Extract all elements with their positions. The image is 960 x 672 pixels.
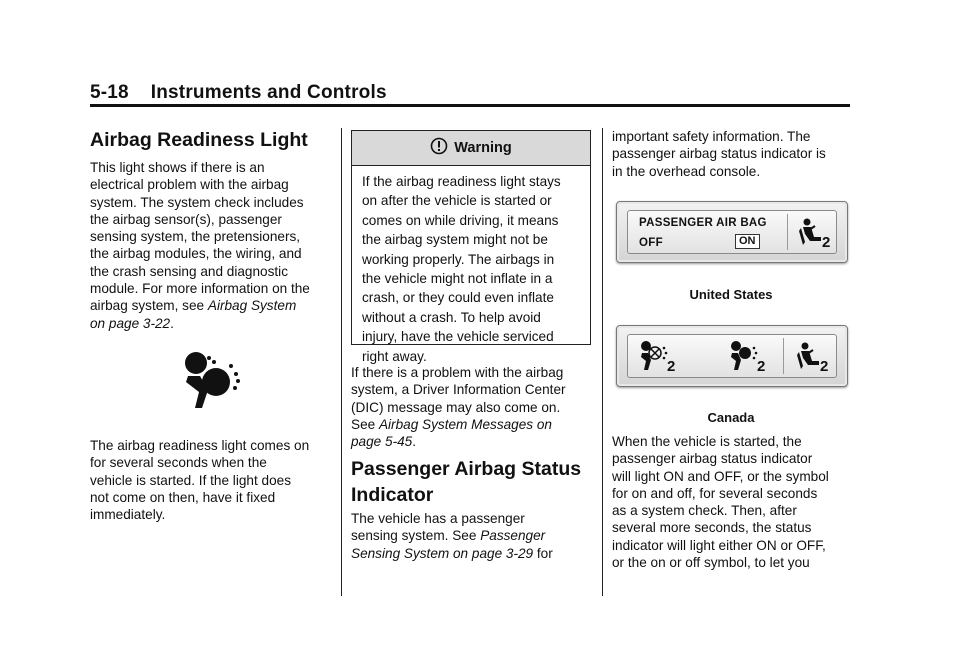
- canada-status-indicator-panel: [616, 325, 848, 387]
- text-line: passenger airbag status indicator is: [612, 146, 826, 162]
- section-heading-passenger-airbag-status: [351, 456, 601, 508]
- panel-divider: [783, 338, 784, 374]
- warning-header: [352, 131, 590, 166]
- punctuation: .: [412, 434, 417, 450]
- column-divider: [341, 128, 342, 596]
- text-line: the airbag modules, the wiring, and: [90, 246, 302, 262]
- text-line: vehicle is started. If the light does: [90, 472, 291, 488]
- page-header: [90, 82, 850, 106]
- header-rule: [90, 104, 850, 107]
- cross-reference-link[interactable]: Sensing System on page 3-29: [351, 545, 534, 561]
- text-line: working properly. The airbags in: [362, 251, 555, 267]
- heading-line: Indicator: [351, 484, 434, 506]
- text-fragment: for: [533, 545, 553, 561]
- paragraph-passenger-sensing: [351, 510, 601, 562]
- text-line: will light ON and OFF, or the symbol: [612, 468, 829, 484]
- text-line: module. For more information on the: [90, 281, 310, 297]
- text-line: airbag system, see: [90, 298, 208, 314]
- text-line: passenger airbag status indicator: [612, 451, 813, 467]
- cross-reference-link[interactable]: Airbag System: [207, 298, 297, 314]
- column-divider: [602, 128, 603, 596]
- text-line: If the airbag readiness light stays: [362, 174, 561, 189]
- position-number: 2: [757, 358, 766, 375]
- cross-reference-link[interactable]: Airbag System Messages on: [378, 416, 552, 432]
- text-line: (DIC) message may also come on.: [351, 399, 561, 415]
- airbag-off-icon: [639, 340, 669, 377]
- panel-divider: [787, 214, 788, 250]
- text-line: or the on or off symbol, to let you: [612, 555, 810, 571]
- on-label: ON: [735, 234, 760, 249]
- text-line: the vehicle might not inflate in a: [362, 271, 553, 287]
- paragraph-dic-message: [351, 364, 596, 450]
- us-status-indicator-panel: [616, 201, 848, 263]
- text-line: The vehicle has a passenger: [351, 511, 525, 526]
- page-header-title: 5-18 Instruments and Controls: [90, 82, 387, 103]
- paragraph-system-check: [612, 433, 857, 571]
- position-number: 2: [667, 358, 676, 375]
- cross-reference-link[interactable]: on page 3-22: [90, 315, 171, 331]
- text-line: the airbag sensor(s), passenger: [90, 211, 282, 227]
- warning-title: Warning: [454, 140, 512, 156]
- warning-box: [351, 130, 591, 364]
- text-line: for several seconds when the: [90, 455, 267, 471]
- cross-reference-link[interactable]: page 5-45: [351, 434, 413, 450]
- section-heading-airbag-readiness: Airbag Readiness Light: [90, 129, 308, 151]
- text-line: as a system check. Then, after: [612, 503, 797, 519]
- text-line: in the overhead console.: [612, 163, 761, 179]
- paragraph-safety-info: [612, 128, 857, 180]
- airbag-readiness-icon: [178, 350, 248, 410]
- text-line: indicator will light either ON or OFF,: [612, 537, 826, 553]
- text-line: If there is a problem with the airbag: [351, 365, 564, 380]
- text-line: crash, or they could even inflate: [362, 290, 554, 306]
- warning-icon: [430, 137, 448, 160]
- text-line: on after the vehicle is started or: [362, 193, 552, 209]
- text-line: When the vehicle is started, the: [612, 434, 802, 449]
- text-line: comes on while driving, it means: [362, 212, 559, 228]
- text-line: the crash sensing and diagnostic: [90, 263, 288, 279]
- text-line: See: [351, 416, 379, 432]
- text-line: system. The system check includes: [90, 194, 304, 210]
- text-line: injury, have the vehicle serviced: [362, 329, 554, 345]
- text-line: important safety information. The: [612, 129, 811, 144]
- passenger-seat-icon: [797, 218, 823, 253]
- paragraph-airbag-readiness: [90, 159, 330, 332]
- caption-canada: Canada: [707, 410, 755, 425]
- text-line: not come on then, have it fixed: [90, 489, 276, 505]
- text-line: right away.: [362, 348, 427, 364]
- caption-united-states: United States: [689, 287, 773, 302]
- airbag-on-icon: [729, 340, 759, 377]
- punctuation: .: [170, 315, 174, 331]
- position-number: 2: [820, 358, 829, 375]
- heading-line: Passenger Airbag Status: [351, 458, 582, 480]
- paragraph-readiness-light-check: [90, 437, 340, 523]
- text-line: sensing system, the pretensioners,: [90, 229, 301, 245]
- text-line: sensing system. See: [351, 528, 481, 544]
- text-line: for on and off, for several seconds: [612, 485, 818, 501]
- off-label: OFF: [639, 237, 663, 249]
- text-line: electrical problem with the airbag: [90, 177, 289, 193]
- text-line: system, a Driver Information Center: [351, 382, 566, 398]
- column-left: [90, 128, 330, 332]
- passenger-air-bag-label: PASSENGER AIR BAG: [639, 217, 767, 229]
- passenger-seat-icon: [795, 342, 821, 377]
- text-line: several more seconds, the status: [612, 520, 812, 536]
- cross-reference-link[interactable]: Passenger: [480, 528, 546, 544]
- text-line: without a crash. To help avoid: [362, 309, 541, 325]
- text-line: immediately.: [90, 507, 166, 523]
- text-line: The airbag readiness light comes on: [90, 438, 310, 453]
- text-line: This light shows if there is an: [90, 160, 265, 175]
- position-number: 2: [822, 234, 831, 251]
- text-line: the airbag system might not be: [362, 232, 548, 248]
- warning-text: [352, 166, 590, 366]
